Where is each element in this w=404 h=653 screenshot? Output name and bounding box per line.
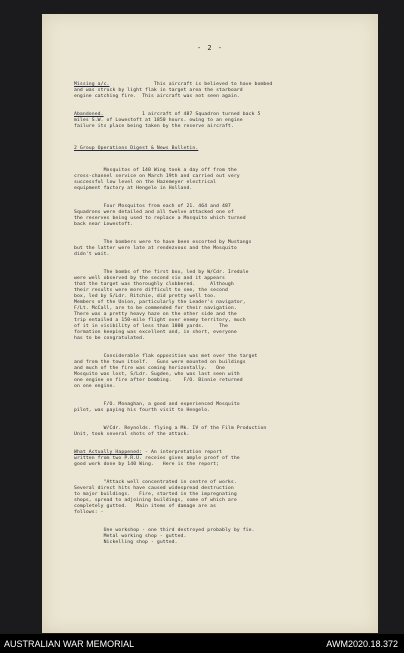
missing-aircraft-heading: Missing a/c.: [74, 82, 110, 87]
abandoned-heading: Abandoned.: [74, 112, 104, 117]
footer-bar: [0, 634, 404, 653]
what-happened-heading: What Actually Happened:: [74, 450, 143, 455]
missing-aircraft-paragraph: Missing a/c. This aircraft is believed to have bombed and was struck by light flak in target area the starboard engine catching fire. This aircraft was not seen again.: [74, 82, 273, 99]
body-paragraph: Four Mosquitos from each of 21. 464 and 487 Squadrons were detailed and all twelve attacked one of the reserves being used to replace a Mosquito which turned back near Lowestoft.: [74, 204, 246, 227]
body-paragraph: F/O. Monaghan, a good and experienced Mosquito pilot, was paying his fourth visit to Hengelo.: [74, 402, 240, 413]
interpretation-report-paragraph: What Actually Happened: - An interpretation report written from two P.R.U. receies gives ample proof of the good work done by 140 Wing. Here is the report;: [74, 450, 240, 467]
damage-list: [74, 528, 366, 546]
list-item: Metal working shop - gutted.: [74, 534, 187, 539]
list-item: Nickelling shop - gutted.: [74, 540, 178, 545]
abandoned-paragraph: Abandoned. 1 aircraft of 487 Squadron turned back 5 miles S.W. of Lowestoft at 1850 hours. owing to an engine failure its place being taken by the reserve aircraft.: [74, 112, 261, 129]
body-paragraph: W/Cdr. Reynolds. flying a Mk. IV of the Film Production Unit, took several shots of the attack.: [74, 426, 267, 437]
document-body: [74, 70, 366, 564]
footer-source: AUSTRALIAN WAR MEMORIAL: [4, 639, 135, 649]
document-page: [42, 14, 378, 633]
page-number: - 2 -: [196, 44, 224, 52]
section-heading: 2 Group Operations Digest & News Bulletin.: [74, 146, 199, 151]
body-paragraph: Mosquitos of 140 Wing took a day off from the cross-channel service on March 19th and carried out very successful low level on the Hazemeyer electrical equipment factory at Hengelo in Holland.: [74, 168, 240, 191]
body-paragraph: The bombers were to have been escorted by Mustangs but the latter were late at rendezvous and the Mosquito didn't wait.: [74, 240, 252, 257]
body-paragraph: Considerable flak opposition was met over the target and from the town itself. Guns were mounted on buildings and much of the fire was coming horizontally. One Mosquito was lost, S/Ldr. Sugden, who was last seen with one engine on fire after bombing. F/O. Binnie returned on one engine.: [74, 354, 258, 389]
report-quote: "Attack well concentrated in centre of works. Several direct hits have caused widespread destruction to major buildings. Fire, started in the impregnating shops, spread to adjoining buildings, some of which are completely gutted. Main items of damage are as follows: -: [74, 480, 237, 515]
footer-accession-id: AWM2020.18.372: [326, 639, 398, 649]
body-paragraph: The bombs of the first box, led by W/Cdr. Iredale were well observed by the second six and it appears that the target was thoroughly clobbered. Although their results were more difficult to see, the second box, led by S/Ldr. Ritchie, did pretty well too. Members of the Union, particularly the Leader's navigator, F/Lt. McCall, are to be commended for their navigation. There was a pretty heavy haze on the other side and the trip entailed a 150-mile flight over enemy territory, much of it in visibility of less than 1000 yards. The formation keeping was excellent and, in short, everyone has to be congratulated.: [74, 270, 249, 341]
list-item: One workshop - one third destroyed probably by fie.: [74, 528, 255, 533]
